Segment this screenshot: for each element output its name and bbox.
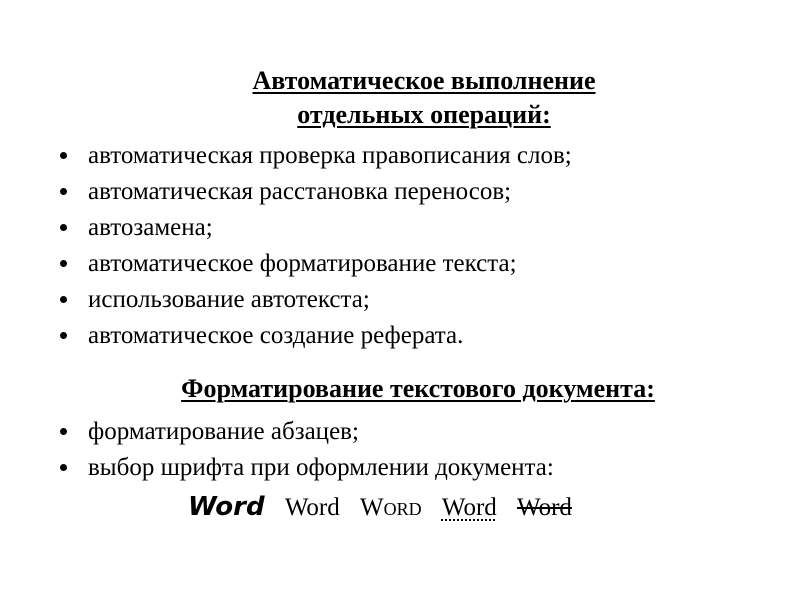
- list-item-text: автоматическая проверка правописания слов;: [88, 142, 572, 169]
- bullet-icon: [60, 188, 67, 195]
- list-item: [60, 282, 572, 318]
- font-sample-bold-italic: Word: [188, 492, 265, 522]
- font-sample-regular: Word: [284, 494, 340, 521]
- bullet-icon: [60, 332, 67, 339]
- list-item: [60, 450, 554, 486]
- section1-title-line2: отдельных операций:: [297, 100, 551, 129]
- list-item: [60, 318, 572, 354]
- formatting-list: [60, 414, 554, 486]
- bullet-icon: [60, 296, 67, 303]
- bullet-icon: [60, 152, 67, 159]
- section1-title-line1: Автоматическое выполнение: [252, 66, 596, 95]
- list-item-text: автоматическое создание реферата.: [88, 322, 464, 349]
- bullet-icon: [60, 260, 67, 267]
- list-item-text: автозамена;: [88, 214, 213, 241]
- section2-title: Форматирование текстового документа:: [181, 374, 655, 403]
- list-item-text: выбор шрифта при оформлении документа:: [88, 454, 554, 481]
- font-samples: [188, 488, 586, 527]
- bullet-icon: [60, 224, 67, 231]
- list-item-text: автоматическое форматирование текста;: [88, 250, 517, 277]
- list-item: [60, 414, 554, 450]
- bullet-icon: [60, 428, 67, 435]
- list-item: [60, 174, 572, 210]
- font-sample-dotted-underline: Word: [441, 494, 497, 521]
- list-item: [60, 138, 572, 174]
- list-item-text: автоматическая расстановка переносов;: [88, 178, 512, 205]
- font-sample-strikethrough: Word: [517, 494, 572, 521]
- list-item: [60, 246, 572, 282]
- list-item-text: форматирование абзацев;: [88, 418, 359, 445]
- font-sample-small-caps: Word: [359, 494, 422, 521]
- operations-list: [60, 138, 572, 354]
- list-item-text: использование автотекста;: [88, 286, 370, 313]
- list-item: [60, 210, 572, 246]
- bullet-icon: [60, 464, 67, 471]
